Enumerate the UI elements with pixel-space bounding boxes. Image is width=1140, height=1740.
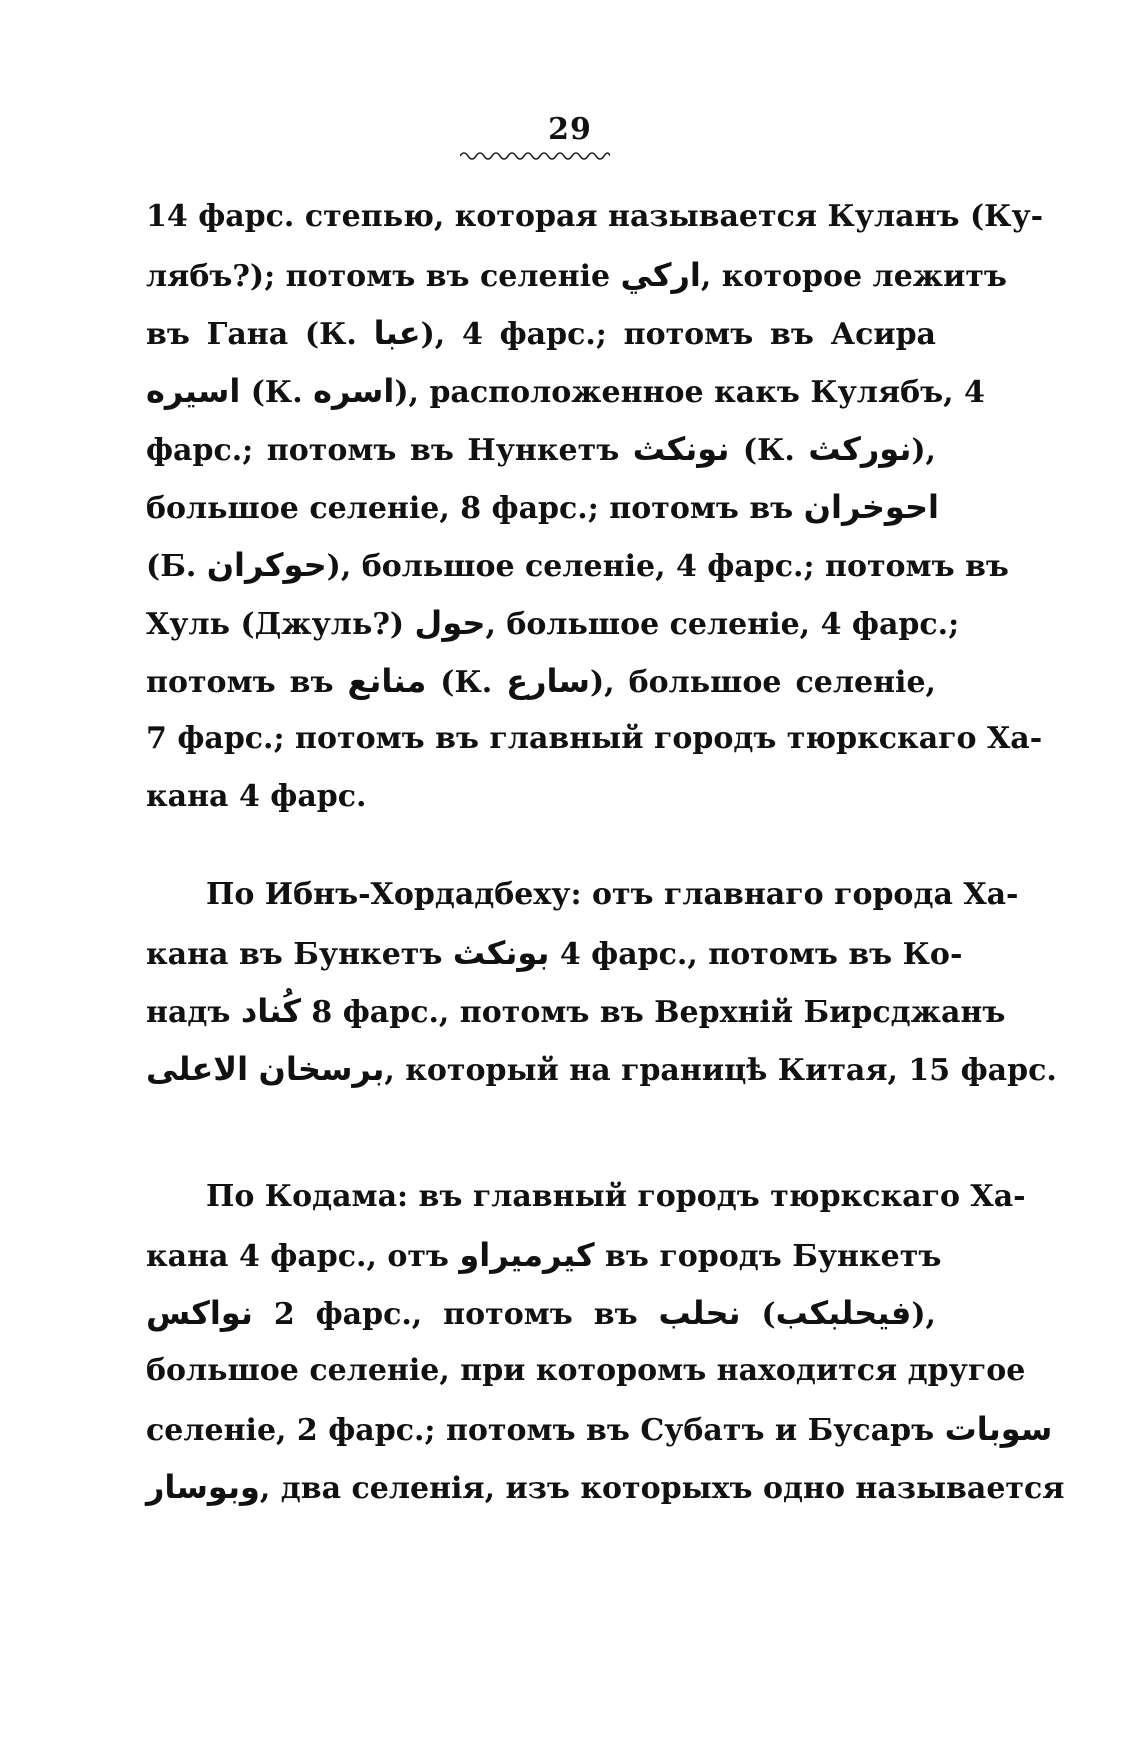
text-line: [146, 924, 963, 982]
arabic-place-name: الاعلى: [146, 1050, 249, 1088]
text-line: [146, 1342, 1026, 1400]
text-segment: (: [740, 1297, 776, 1332]
text-line: [146, 866, 1019, 924]
text-segment: ), расположенное какъ Кулябъ, 4: [394, 375, 985, 410]
text-segment: ), большое селеніе,: [589, 665, 936, 700]
text-segment: ),: [911, 433, 936, 468]
text-line: [146, 188, 1044, 246]
text-line: [146, 1284, 936, 1342]
text-line: [146, 304, 936, 362]
text-line: [146, 1168, 1026, 1226]
text-segment: ),: [911, 1297, 936, 1332]
page-number: 29: [548, 112, 592, 147]
text-segment: , большое селеніе, 4 фарс.;: [485, 607, 960, 642]
arabic-place-name: سوبات: [944, 1410, 1053, 1448]
text-segment: По Ибнъ-Хордадбеху: отъ главнаго города Ха-: [206, 877, 1019, 912]
text-segment: ), большое селеніе, 4 фарс.; потомъ въ: [326, 549, 1009, 584]
text-segment: селеніе, 2 фарс.; потомъ въ Субатъ и Бусаръ: [146, 1413, 945, 1448]
text-segment: надъ: [146, 995, 241, 1030]
text-line: [146, 652, 936, 710]
text-line: [146, 362, 985, 420]
text-segment: фарс.; потомъ въ Нункетъ: [146, 433, 633, 468]
arabic-place-name: فيحلبكب: [775, 1294, 912, 1332]
paragraph-kodama: [146, 1168, 1065, 1516]
text-line: [146, 768, 936, 826]
text-line: [146, 420, 936, 478]
text-segment: 7 фарс.; потомъ въ главный городъ тюркскаго Ха-: [146, 721, 1043, 756]
text-segment: , который на границѣ Китая, 15 фарс.: [384, 1053, 1057, 1088]
text-segment: большое селеніе, при которомъ находится другое: [146, 1353, 1026, 1388]
text-segment: [248, 1053, 258, 1088]
arabic-place-name: نونكث: [632, 430, 730, 468]
text-segment: кана 4 фарс., отъ: [146, 1239, 460, 1274]
arabic-place-name: كُناد: [240, 992, 301, 1030]
text-line: [146, 1040, 1057, 1098]
text-segment: Хуль (Джуль?): [146, 607, 415, 642]
text-line: [146, 478, 939, 536]
arabic-place-name: بونكث: [452, 934, 550, 972]
arabic-place-name: عبا: [373, 314, 421, 352]
arabic-place-name: نوركث: [808, 430, 912, 468]
arabic-place-name: اركي: [620, 256, 701, 294]
arabic-place-name: نحلب: [658, 1294, 741, 1332]
arabic-place-name: سارع: [506, 662, 590, 700]
text-segment: 14 фарс. степью, которая называется Куланъ (Ку-: [146, 199, 1044, 234]
text-segment: кана въ Бункетъ: [146, 937, 453, 972]
text-line: [146, 536, 1009, 594]
arabic-place-name: احوخران: [803, 488, 939, 526]
text-line: [146, 1458, 1065, 1516]
paragraph-route-1: [146, 188, 1044, 826]
arabic-place-name: حول: [414, 604, 486, 642]
text-segment: 8 фарс., потомъ въ Верхній Бирсджанъ: [300, 995, 1006, 1030]
text-segment: въ городъ Бункетъ: [594, 1239, 942, 1274]
paragraph-ibn-khordadbeh: [146, 866, 1057, 1098]
arabic-place-name: نواكس: [146, 1294, 253, 1332]
arabic-place-name: كيرميراو: [459, 1236, 595, 1274]
text-segment: , которое лежитъ: [700, 259, 1007, 294]
arabic-place-name: اسره: [313, 372, 395, 410]
text-segment: лябъ?); потомъ въ селеніе: [146, 259, 621, 294]
text-segment: потомъ въ: [146, 665, 348, 700]
text-segment: ), 4 фарс.; потомъ въ Асира: [420, 317, 936, 352]
text-segment: , два селенія, изъ которыхъ одно называется: [259, 1471, 1065, 1506]
text-segment: кана 4 фарс.: [146, 779, 367, 814]
arabic-place-name: برسخان: [258, 1050, 385, 1088]
text-line: [146, 594, 960, 652]
text-line: [146, 710, 1043, 768]
text-segment: (К.: [729, 433, 809, 468]
text-segment: 2 фарс., потомъ въ: [252, 1297, 659, 1332]
text-segment: въ Гана (К.: [146, 317, 374, 352]
text-line: [146, 982, 1006, 1040]
arabic-place-name: حوكران: [206, 546, 327, 584]
text-line: [146, 1226, 942, 1284]
text-segment: большое селеніе, 8 фарс.; потомъ въ: [146, 491, 804, 526]
text-line: [146, 246, 1007, 304]
text-line: [146, 1400, 1053, 1458]
text-segment: (К.: [426, 665, 507, 700]
text-segment: (К.: [240, 375, 314, 410]
text-segment: (Б.: [146, 549, 207, 584]
arabic-place-name: اسيره: [146, 372, 241, 410]
text-segment: По Кодама: въ главный городъ тюркскаго Ха-: [206, 1179, 1026, 1214]
text-segment: 4 фарс., потомъ въ Ко-: [549, 937, 963, 972]
arabic-place-name: وبوسار: [146, 1468, 260, 1506]
arabic-place-name: منانع: [347, 662, 427, 700]
page-number-ornament: [460, 150, 610, 162]
